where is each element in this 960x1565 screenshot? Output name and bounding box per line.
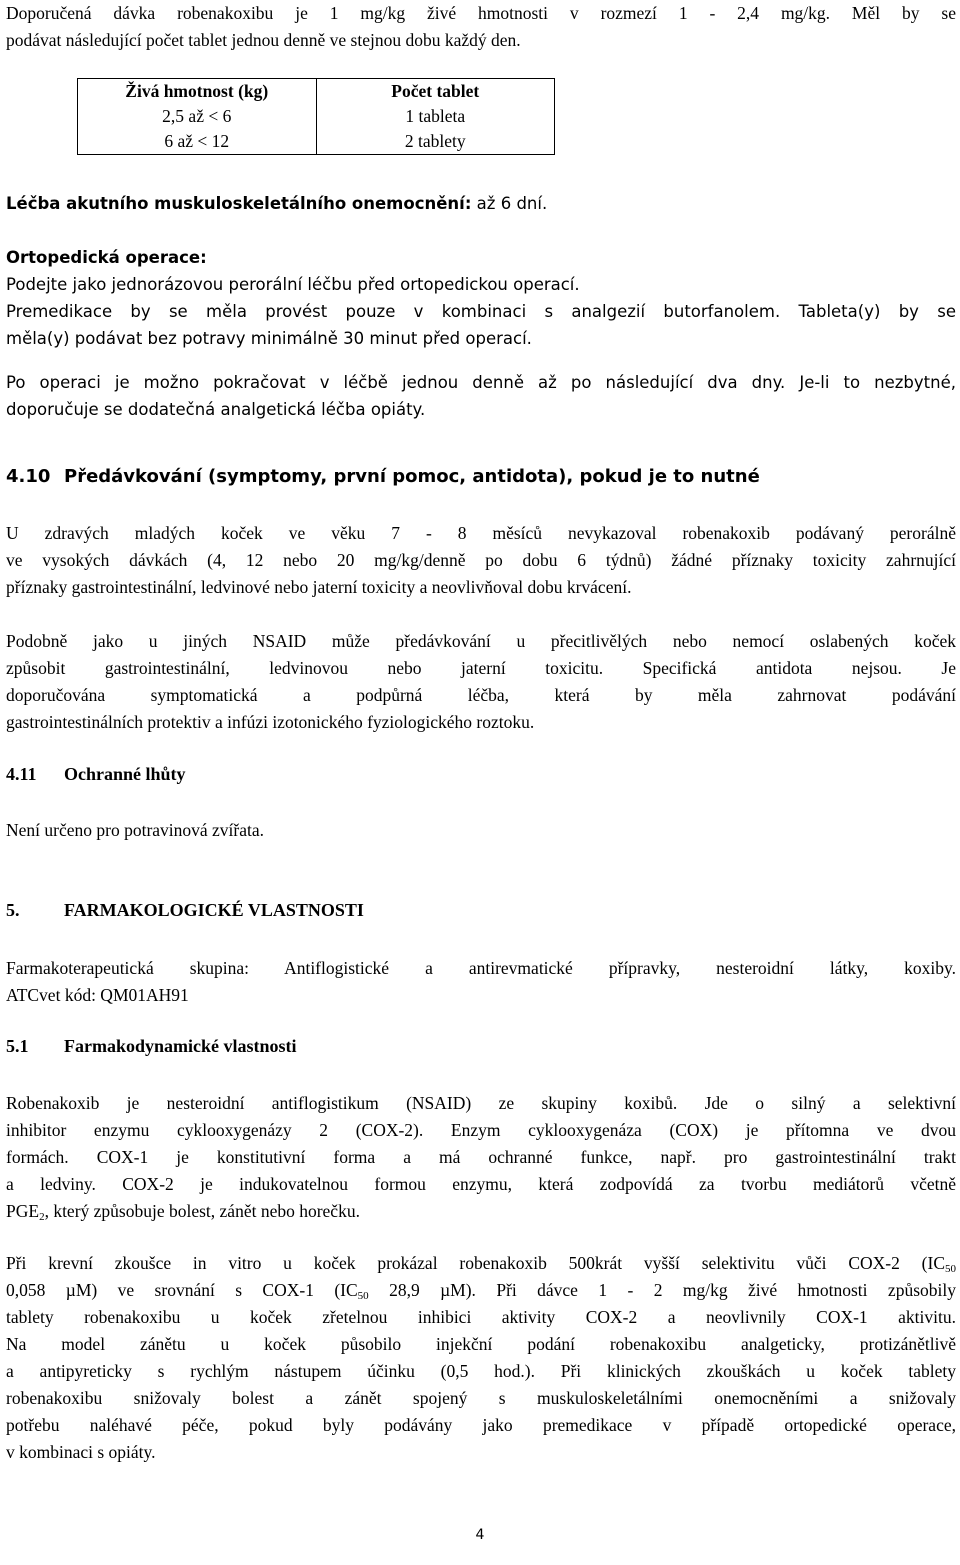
subscript: 2 bbox=[39, 1211, 45, 1223]
text-span: Tableta(y) by se bbox=[780, 302, 956, 321]
dose-table bbox=[77, 78, 555, 155]
section-number: 4.10 bbox=[6, 466, 51, 487]
text-line: příznaky gastrointestinální, ledvinové nebo jaterní toxicity a neovlivňoval dobu krvácení. bbox=[6, 577, 632, 597]
table-cell: 6 až < 12 bbox=[78, 129, 317, 155]
section-title: FARMAKOLOGICKÉ VLASTNOSTI bbox=[64, 900, 364, 920]
paragraph bbox=[6, 1250, 956, 1466]
subscript: 50 bbox=[357, 1290, 369, 1302]
section-heading-4-10 bbox=[6, 466, 760, 487]
text-line bbox=[6, 298, 956, 325]
text-line bbox=[6, 1277, 956, 1304]
text-line: v kombinaci s opiáty. bbox=[6, 1442, 156, 1462]
paragraph bbox=[6, 628, 956, 736]
text-line: podávat následující počet tablet jednou denně ve stejnou dobu každý den. bbox=[6, 30, 521, 50]
text-line: inhibitor enzymu cyklooxygenázy 2 (COX-2). Enzym cyklooxygenáza (COX) je přítomna ve dvou bbox=[6, 1120, 956, 1140]
table-header-cell: Počet tablet bbox=[316, 79, 555, 105]
text-line: formách. COX-1 je konstitutivní forma a má ochranné funkce, např. pro gastrointestinální trakt bbox=[6, 1147, 956, 1167]
table-cell: 1 tableta bbox=[316, 104, 555, 129]
text-line: U zdravých mladých koček ve věku 7 - 8 měsíců nevykazoval robenakoxib podávaný perorálně bbox=[6, 523, 956, 543]
text-line: ATCvet kód: QM01AH91 bbox=[6, 985, 189, 1005]
section-number: 5.1 bbox=[6, 1036, 29, 1056]
text-span: PGE bbox=[6, 1201, 40, 1221]
intro-paragraph bbox=[6, 0, 956, 54]
table-cell: 2,5 až < 6 bbox=[78, 104, 317, 129]
table-row bbox=[78, 129, 555, 155]
text-line: Podobně jako u jiných NSAID může předávkování u přecitlivělých nebo nemocí oslabených koček bbox=[6, 631, 956, 651]
text-line: měla(y) podávat bez potravy minimálně 30 minut před operací. bbox=[6, 329, 532, 348]
text-line bbox=[6, 1250, 956, 1277]
text-line: a antipyreticky s rychlým nástupem účinku (0,5 hod.). Při klinických zkouškách u koček tablety bbox=[6, 1361, 956, 1381]
paragraph bbox=[6, 1090, 956, 1225]
paragraph bbox=[6, 520, 956, 601]
ortho-block bbox=[6, 244, 956, 423]
text-line: doporučována symptomatická a podpůrná léčba, která by měla zahrnovat podávání bbox=[6, 685, 956, 705]
table-row bbox=[78, 104, 555, 129]
text-line: Na model zánětu u koček působilo injekční podání robenakoxibu analgeticky, protizánětlivě bbox=[6, 1334, 956, 1354]
text-line: Není určeno pro potravinová zvířata. bbox=[6, 820, 265, 840]
acute-treatment-line bbox=[6, 190, 547, 217]
text-line: Doporučená dávka robenakoxibu je 1 mg/kg živé hmotnosti v rozmezí 1 - 2,4 mg/kg. Měl by se bbox=[6, 3, 956, 23]
text-line bbox=[6, 1198, 956, 1225]
text-line: tablety robenakoxibu u koček zřetelnou inhibici aktivity COX-2 a neovlivnily COX-1 aktivitu. bbox=[6, 1307, 956, 1327]
text-span: 28,9 µM). Při dávce 1 - 2 mg/kg živé hmotnosti způsobily bbox=[368, 1280, 956, 1300]
section-number: 4.11 bbox=[6, 764, 37, 784]
text-span: Po operaci je možno pokračovat v léčbě jednou denně až po následující dva dny. bbox=[6, 373, 786, 392]
text-span: 0,058 µM) ve srovnání s COX-1 (IC bbox=[6, 1280, 358, 1300]
section-title: Farmakodynamické vlastnosti bbox=[64, 1036, 297, 1056]
section-heading-5 bbox=[6, 900, 364, 921]
section-number: 5. bbox=[6, 900, 20, 920]
text-line: Podejte jako jednorázovou perorální léčbu před ortopedickou operací. bbox=[6, 275, 580, 294]
acute-treatment-value: až 6 dní. bbox=[471, 194, 548, 213]
text-line: Robenakoxib je nesteroidní antiflogistikum (NSAID) ze skupiny koxibů. Jde o silný a selektivní bbox=[6, 1093, 956, 1113]
text-span: Při krevní zkoušce in vitro u koček prokázal robenakoxib 500krát vyšší selektivitu vůči COX-2 (IC bbox=[6, 1253, 945, 1273]
page-number: 4 bbox=[475, 1527, 485, 1543]
acute-treatment-label: Léčba akutního muskuloskeletálního onemocnění: bbox=[6, 194, 472, 213]
table-header-cell: Živá hmotnost (kg) bbox=[78, 79, 317, 105]
text-line: robenakoxibu snižovaly bolest a zánět spojený s muskuloskeletálními onemocněními a snižovaly bbox=[6, 1388, 956, 1408]
subscript: 50 bbox=[945, 1263, 956, 1275]
text-span: Je-li to nezbytné, bbox=[785, 373, 956, 392]
text-line: gastrointestinálních protektiv a infúzi izotonického fyziologického roztoku. bbox=[6, 712, 535, 732]
section-title: Ochranné lhůty bbox=[64, 764, 186, 784]
text-line: a ledviny. COX-2 je indukovatelnou formou enzymu, která zodpovídá za tvorbu mediátorů včetně bbox=[6, 1174, 956, 1194]
text-line: doporučuje se dodatečná analgetická léčba opiáty. bbox=[6, 400, 426, 419]
text-span: Premedikace by se měla provést pouze v kombinaci s analgezií butorfanolem. bbox=[6, 302, 781, 321]
section-heading-4-11 bbox=[6, 764, 186, 785]
text-line: Farmakoterapeutická skupina: Antiflogistické a antirevmatické přípravky, nesteroidní látky, koxiby. bbox=[6, 958, 956, 978]
text-span: , který způsobuje bolest, zánět nebo horečku. bbox=[44, 1201, 360, 1221]
section-heading-5-1 bbox=[6, 1036, 297, 1057]
section-title: Předávkování (symptomy, první pomoc, antidota), pokud je to nutné bbox=[64, 466, 760, 487]
text-line: způsobit gastrointestinální, ledvinovou nebo jaterní toxicitu. Specifická antidota nejsou. Je bbox=[6, 658, 956, 678]
text-line: ve vysokých dávkách (4, 12 nebo 20 mg/kg/denně po dobu 6 týdnů) žádné příznaky toxicity zahrnující bbox=[6, 550, 956, 570]
ortho-title: Ortopedická operace: bbox=[6, 248, 207, 267]
paragraph bbox=[6, 955, 956, 1009]
table-header-row bbox=[78, 79, 555, 105]
text-line: potřebu naléhavé péče, pokud byly podávány jako premedikace v případě ortopedické operace, bbox=[6, 1415, 956, 1435]
text-line bbox=[6, 369, 956, 396]
table-cell: 2 tablety bbox=[316, 129, 555, 155]
